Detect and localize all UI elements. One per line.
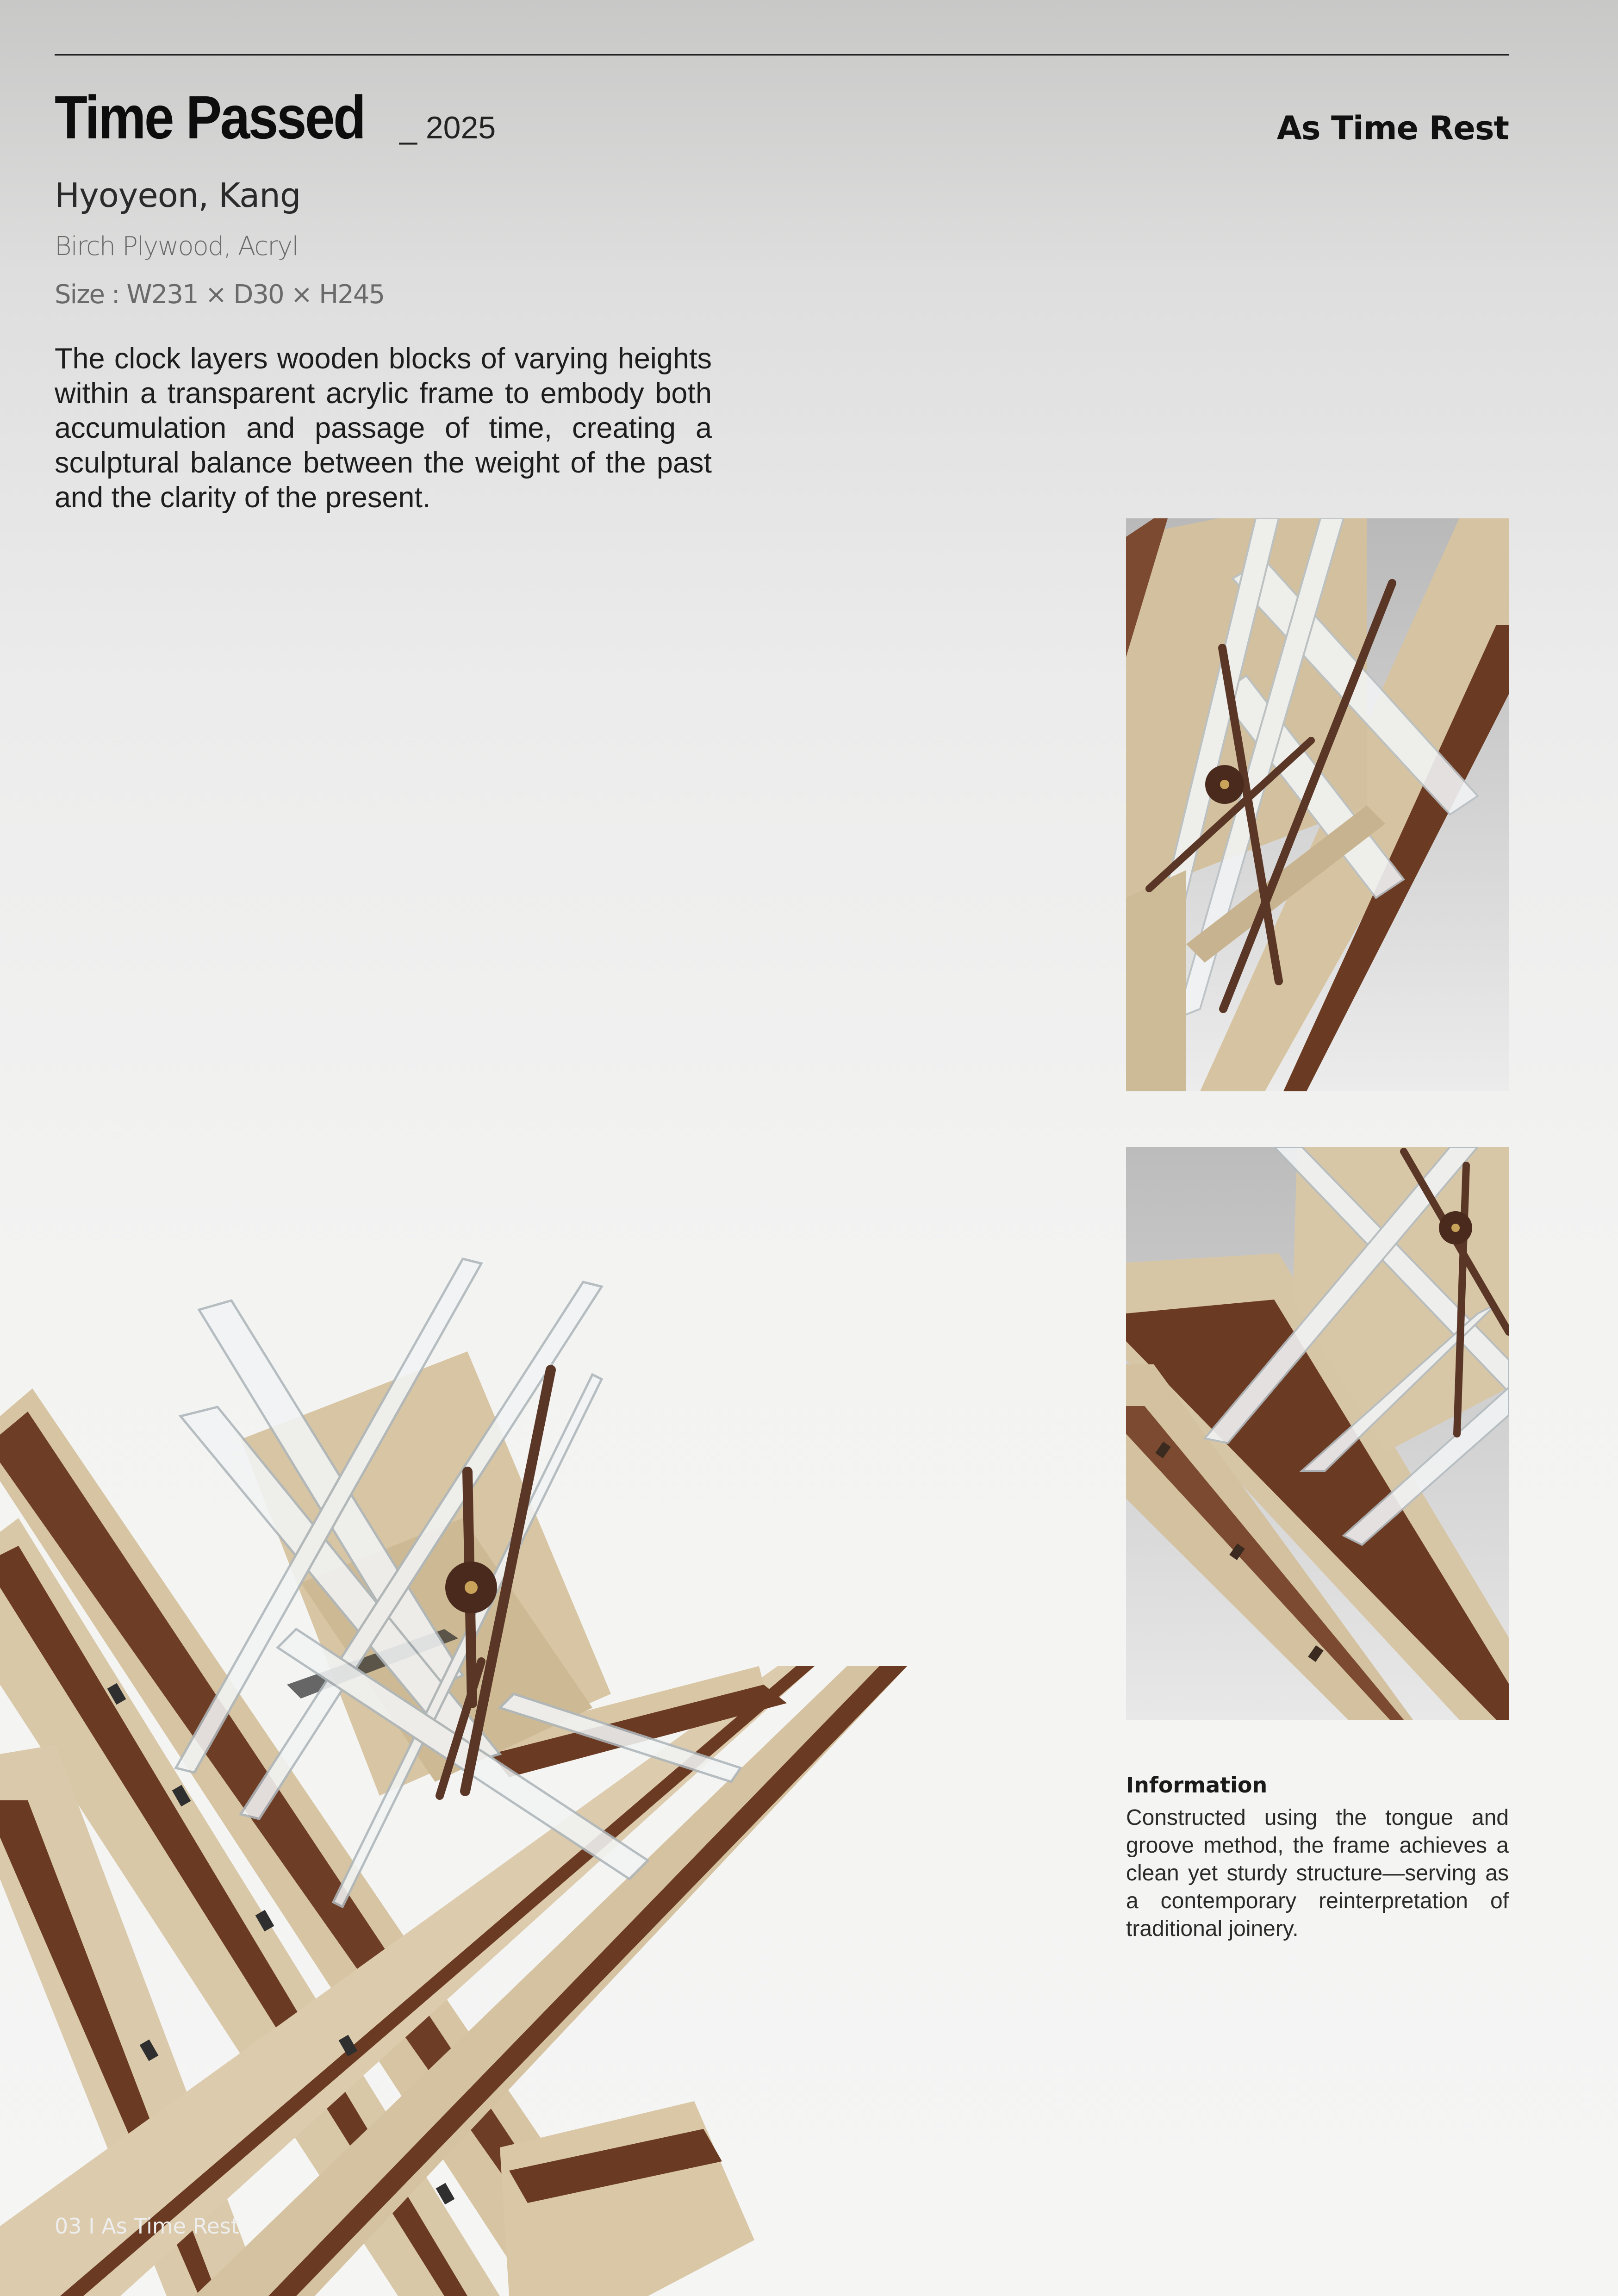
title-year: _ 2025 — [399, 110, 496, 145]
description-text: The clock layers wooden blocks of varying heights within a transparent acrylic frame to embody both accumulation and passage of time, creating a sculptural balance between the weight of the past and the clarity of the present. — [55, 342, 712, 514]
size-text: Size : W231 × D30 × H245 — [55, 280, 385, 310]
title-row — [55, 82, 496, 152]
author-name: Hyoyeon, Kang — [55, 176, 301, 215]
information-title: Information — [1126, 1773, 1268, 1798]
material-text: Birch Plywood, Acryl — [55, 231, 298, 261]
hero-clock-photo — [0, 1222, 963, 2296]
detail-photo-joinery — [1126, 1147, 1509, 1720]
top-rule — [55, 54, 1509, 56]
detail-photo-clock — [1126, 518, 1509, 1091]
footer-page-label: 03 I As Time Rest — [55, 2214, 239, 2239]
information-text: Constructed using the tongue and groove method, the frame achieves a clean yet sturdy structure—serving as a contemporary reinterpretation of traditional joinery. — [1126, 1805, 1509, 1941]
page-title: Time Passed — [55, 83, 365, 151]
brand-name: As Time Rest — [1276, 109, 1509, 147]
